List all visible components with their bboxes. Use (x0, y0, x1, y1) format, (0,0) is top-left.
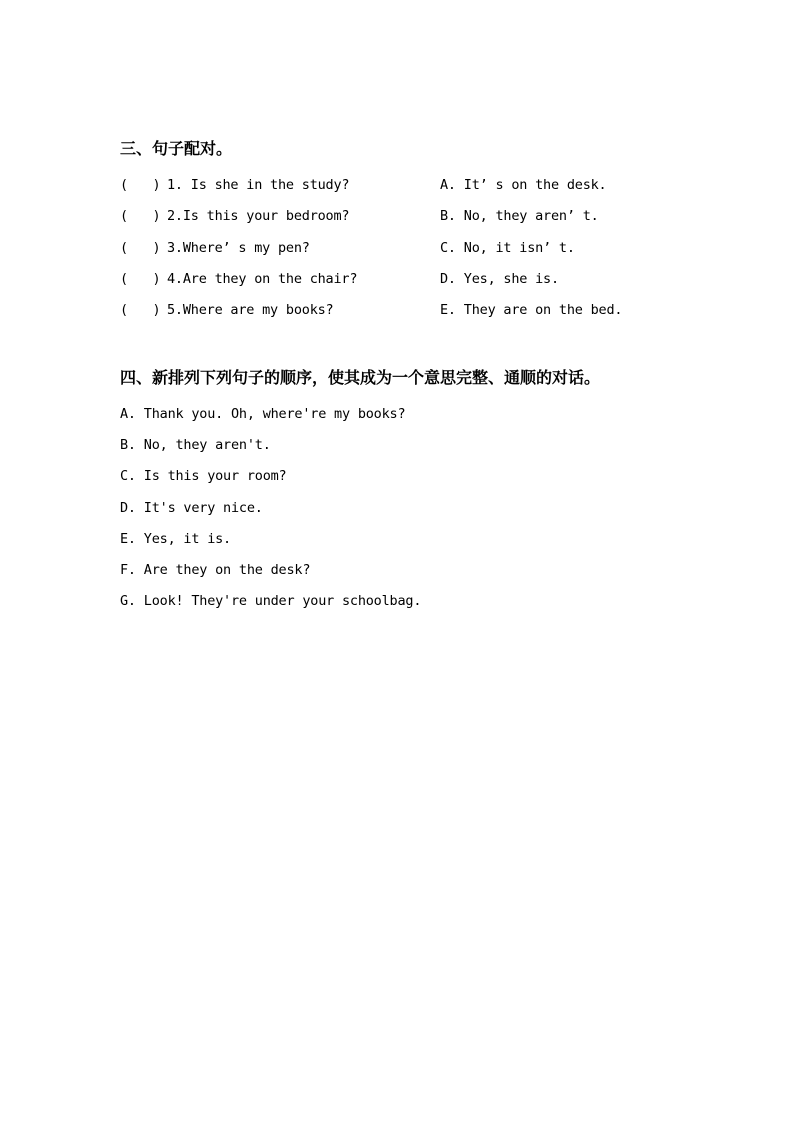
matching-answer: A. It’ s on the desk. (440, 177, 607, 193)
matching-question: 3.Where’ s my pen? (167, 239, 310, 256)
ordering-item: B. No, they aren't. (120, 437, 271, 454)
matching-answer: D. Yes, she is. (440, 270, 559, 287)
matching-answer: C. No, it isn’ t. (440, 239, 575, 256)
answer-blank: ( ) (120, 270, 161, 287)
matching-row (120, 206, 680, 237)
answer-blank: ( ) (120, 208, 161, 225)
ordering-item: E. Yes, it is. (120, 530, 231, 547)
ordering-item: C. Is this your room? (120, 468, 287, 485)
answer-blank: ( ) (120, 239, 161, 256)
ordering-item: A. Thank you. Oh, where're my books? (120, 406, 406, 422)
matching-question: 5.Where are my books? (167, 302, 334, 318)
matching-row (120, 175, 680, 206)
section-4-title: 四、新排列下列句子的顺序，使其成为一个意思完整、通顺的对话。 (120, 368, 601, 387)
matching-question: 4.Are they on the chair? (167, 270, 358, 287)
section-3-title: 三、句子配对。 (120, 139, 233, 158)
ordering-item: F. Are they on the desk? (120, 561, 311, 578)
matching-list (120, 175, 680, 331)
matching-answer: E. They are on the bed. (440, 302, 623, 318)
matching-row (120, 300, 680, 331)
matching-question: 1. Is she in the study? (167, 177, 350, 193)
ordering-item: D. It's very nice. (120, 499, 263, 516)
ordering-list (120, 404, 680, 622)
matching-question: 2.Is this your bedroom? (167, 208, 350, 225)
matching-row (120, 238, 680, 269)
matching-answer: B. No, they aren’ t. (440, 208, 599, 225)
matching-row (120, 269, 680, 300)
answer-blank: ( ) (120, 177, 161, 193)
ordering-item: G. Look! They're under your schoolbag. (120, 593, 422, 610)
answer-blank: ( ) (120, 302, 161, 318)
